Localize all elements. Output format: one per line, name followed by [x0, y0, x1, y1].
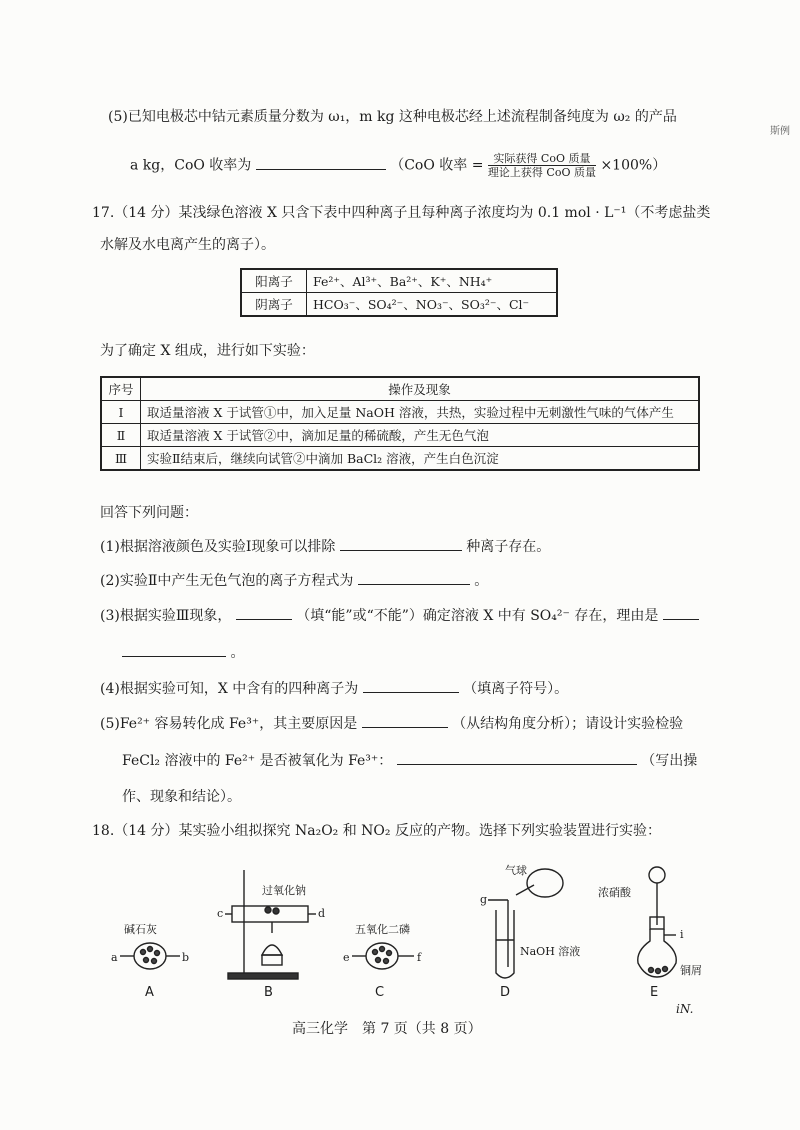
q17-part-1	[100, 536, 550, 556]
fraction-denominator: 理论上获得 CoO 质量	[487, 166, 596, 179]
ion-list-anion: HCO₃⁻、SO₄²⁻、NO₃⁻、SO₃²⁻、Cl⁻	[307, 293, 558, 317]
q16-5-line2	[130, 152, 666, 179]
fraction-numerator: 实际获得 CoO 质量	[488, 152, 596, 166]
q17-5-blank-a[interactable]	[362, 713, 448, 728]
caption-d: D	[500, 985, 511, 1000]
exp-no-3: Ⅲ	[101, 447, 141, 471]
q17-part-4	[100, 678, 568, 698]
q16-5-answer-blank[interactable]	[256, 155, 386, 170]
label-b-reagent: 过氧化钠	[262, 884, 306, 897]
exp-table-header	[101, 377, 699, 401]
exp-desc-1: 取适量溶液 X 于试管①中，加入足量 NaOH 溶液，共热，实验过程中无刺激性气味的气体产生	[141, 401, 700, 424]
page-footer: 高三化学 第 7 页（共 8 页）	[292, 1021, 482, 1037]
q17-4-blank[interactable]	[363, 678, 459, 693]
q17-1-text: (1)根据溶液颜色及实验Ⅰ现象可以排除	[100, 539, 336, 555]
q17-3-mid: （填“能”或“不能”）确定溶液 X 中有 SO₄²⁻ 存在，理由是	[296, 608, 659, 624]
label-e-reagent: 浓硝酸	[598, 886, 631, 899]
ion-header-anion: 阴离子	[241, 293, 307, 317]
q17-stem-1: 17.（14 分）某浅绿色溶液 X 只含下表中四种离子且每种离子浓度均为 0.1 mol · L⁻¹（不考虑盐类	[92, 205, 711, 221]
exp-desc-2: 取适量溶液 X 于试管②中，滴加足量的稀硫酸，产生无色气泡	[141, 424, 700, 447]
port-b: b	[182, 951, 190, 964]
q17-part-5-end: 作、现象和结论）。	[122, 789, 241, 805]
port-d: d	[318, 907, 326, 920]
margin-note: 斯例	[770, 126, 790, 137]
q17-part-2	[100, 570, 488, 590]
q16-5-line1: (5)已知电极芯中钴元素质量分数为 ω₁，m kg 这种电极芯经上述流程制备纯度为 ω₂ 的产品	[108, 109, 677, 125]
port-c: c	[217, 907, 224, 920]
q17-1-tail: 种离子存在。	[466, 539, 551, 555]
q17-5-mid: （从结构角度分析）；请设计实验检验	[452, 716, 684, 732]
q17-5-blank-b[interactable]	[397, 750, 637, 765]
port-a: a	[111, 951, 118, 964]
q17-4-tail: （填离子符号）。	[463, 681, 569, 697]
caption-c: C	[375, 985, 385, 1000]
q17-2-tail: 。	[474, 573, 489, 589]
caption-e: E	[650, 985, 659, 1000]
q17-2-blank[interactable]	[358, 570, 470, 585]
port-i: i	[680, 928, 684, 941]
label-e-solid: 铜屑	[680, 964, 702, 977]
port-g: g	[480, 893, 488, 906]
ion-table	[240, 268, 558, 317]
exp-col-index: 序号	[101, 377, 141, 401]
table-row	[101, 424, 699, 447]
exp-desc-3: 实验Ⅱ结束后，继续向试管②中滴加 BaCl₂ 溶液，产生白色沉淀	[141, 447, 700, 471]
q17-part-3	[100, 605, 699, 625]
q17-4-text: (4)根据实验可知，X 中含有的四种离子为	[100, 681, 359, 697]
q17-3-blank-a[interactable]	[236, 605, 292, 620]
exp-no-2: Ⅱ	[101, 424, 141, 447]
table-row	[101, 401, 699, 424]
q17-3-blank-c[interactable]	[122, 642, 226, 657]
port-f: f	[417, 951, 422, 964]
apparatus-c-drying-tube	[352, 943, 414, 969]
ion-table-row	[241, 269, 557, 293]
apparatus-e-flask	[638, 867, 677, 977]
ion-header-cation: 阳离子	[241, 269, 307, 293]
label-d-reagent: NaOH 溶液	[520, 945, 581, 958]
q16-5-formula-open: （CoO 收率 =	[390, 157, 484, 174]
q17-3-text: (3)根据实验Ⅲ现象，	[100, 608, 232, 624]
apparatus-a-drying-tube	[120, 943, 180, 969]
label-c-reagent: 五氧化二磷	[355, 923, 410, 936]
q17-5-tail: （写出操	[641, 753, 698, 769]
table-row	[101, 447, 699, 471]
q16-5-prefix: a kg，CoO 收率为	[130, 157, 252, 174]
q17-5-text-2: FeCl₂ 溶液中的 Fe²⁺ 是否被氧化为 Fe³⁺：	[122, 753, 393, 769]
label-a-reagent: 碱石灰	[124, 923, 157, 936]
apparatus-d-test-tube	[488, 869, 563, 978]
label-d-balloon: 气球	[505, 864, 527, 877]
q16-5-fraction	[488, 152, 596, 179]
ion-list-cation: Fe²⁺、Al³⁺、Ba²⁺、K⁺、NH₄⁺	[307, 269, 558, 293]
q17-part-3-cont	[122, 642, 244, 662]
answer-prompt: 回答下列问题：	[100, 505, 198, 521]
q17-3-blank-b[interactable]	[663, 605, 699, 620]
q17-stem-2: 水解及水电离产生的离子）。	[100, 237, 275, 253]
exp-no-1: Ⅰ	[101, 401, 141, 424]
q18-stem: 18.（14 分）某实验小组拟探究 Na₂O₂ 和 NO₂ 反应的产物。选择下列实验装置进行实验：	[92, 823, 661, 839]
q17-intro: 为了确定 X 组成，进行如下实验：	[100, 343, 315, 359]
q17-5-text: (5)Fe²⁺ 容易转化成 Fe³⁺，其主要原因是	[100, 716, 358, 732]
exp-col-desc: 操作及现象	[141, 377, 700, 401]
caption-a: A	[145, 985, 154, 1000]
port-e: e	[343, 951, 350, 964]
experiment-table	[100, 376, 700, 471]
q17-2-text: (2)实验Ⅱ中产生无色气泡的离子方程式为	[100, 573, 354, 589]
q17-part-5-cont	[122, 750, 697, 770]
q17-1-blank[interactable]	[340, 536, 462, 551]
caption-b: B	[264, 985, 273, 1000]
q17-part-5	[100, 713, 683, 733]
q17-3-tail: 。	[230, 645, 245, 661]
ion-table-row	[241, 293, 557, 317]
handwritten-mark: iN.	[676, 1002, 694, 1016]
q16-5-formula-close: ×100%）	[600, 157, 667, 174]
